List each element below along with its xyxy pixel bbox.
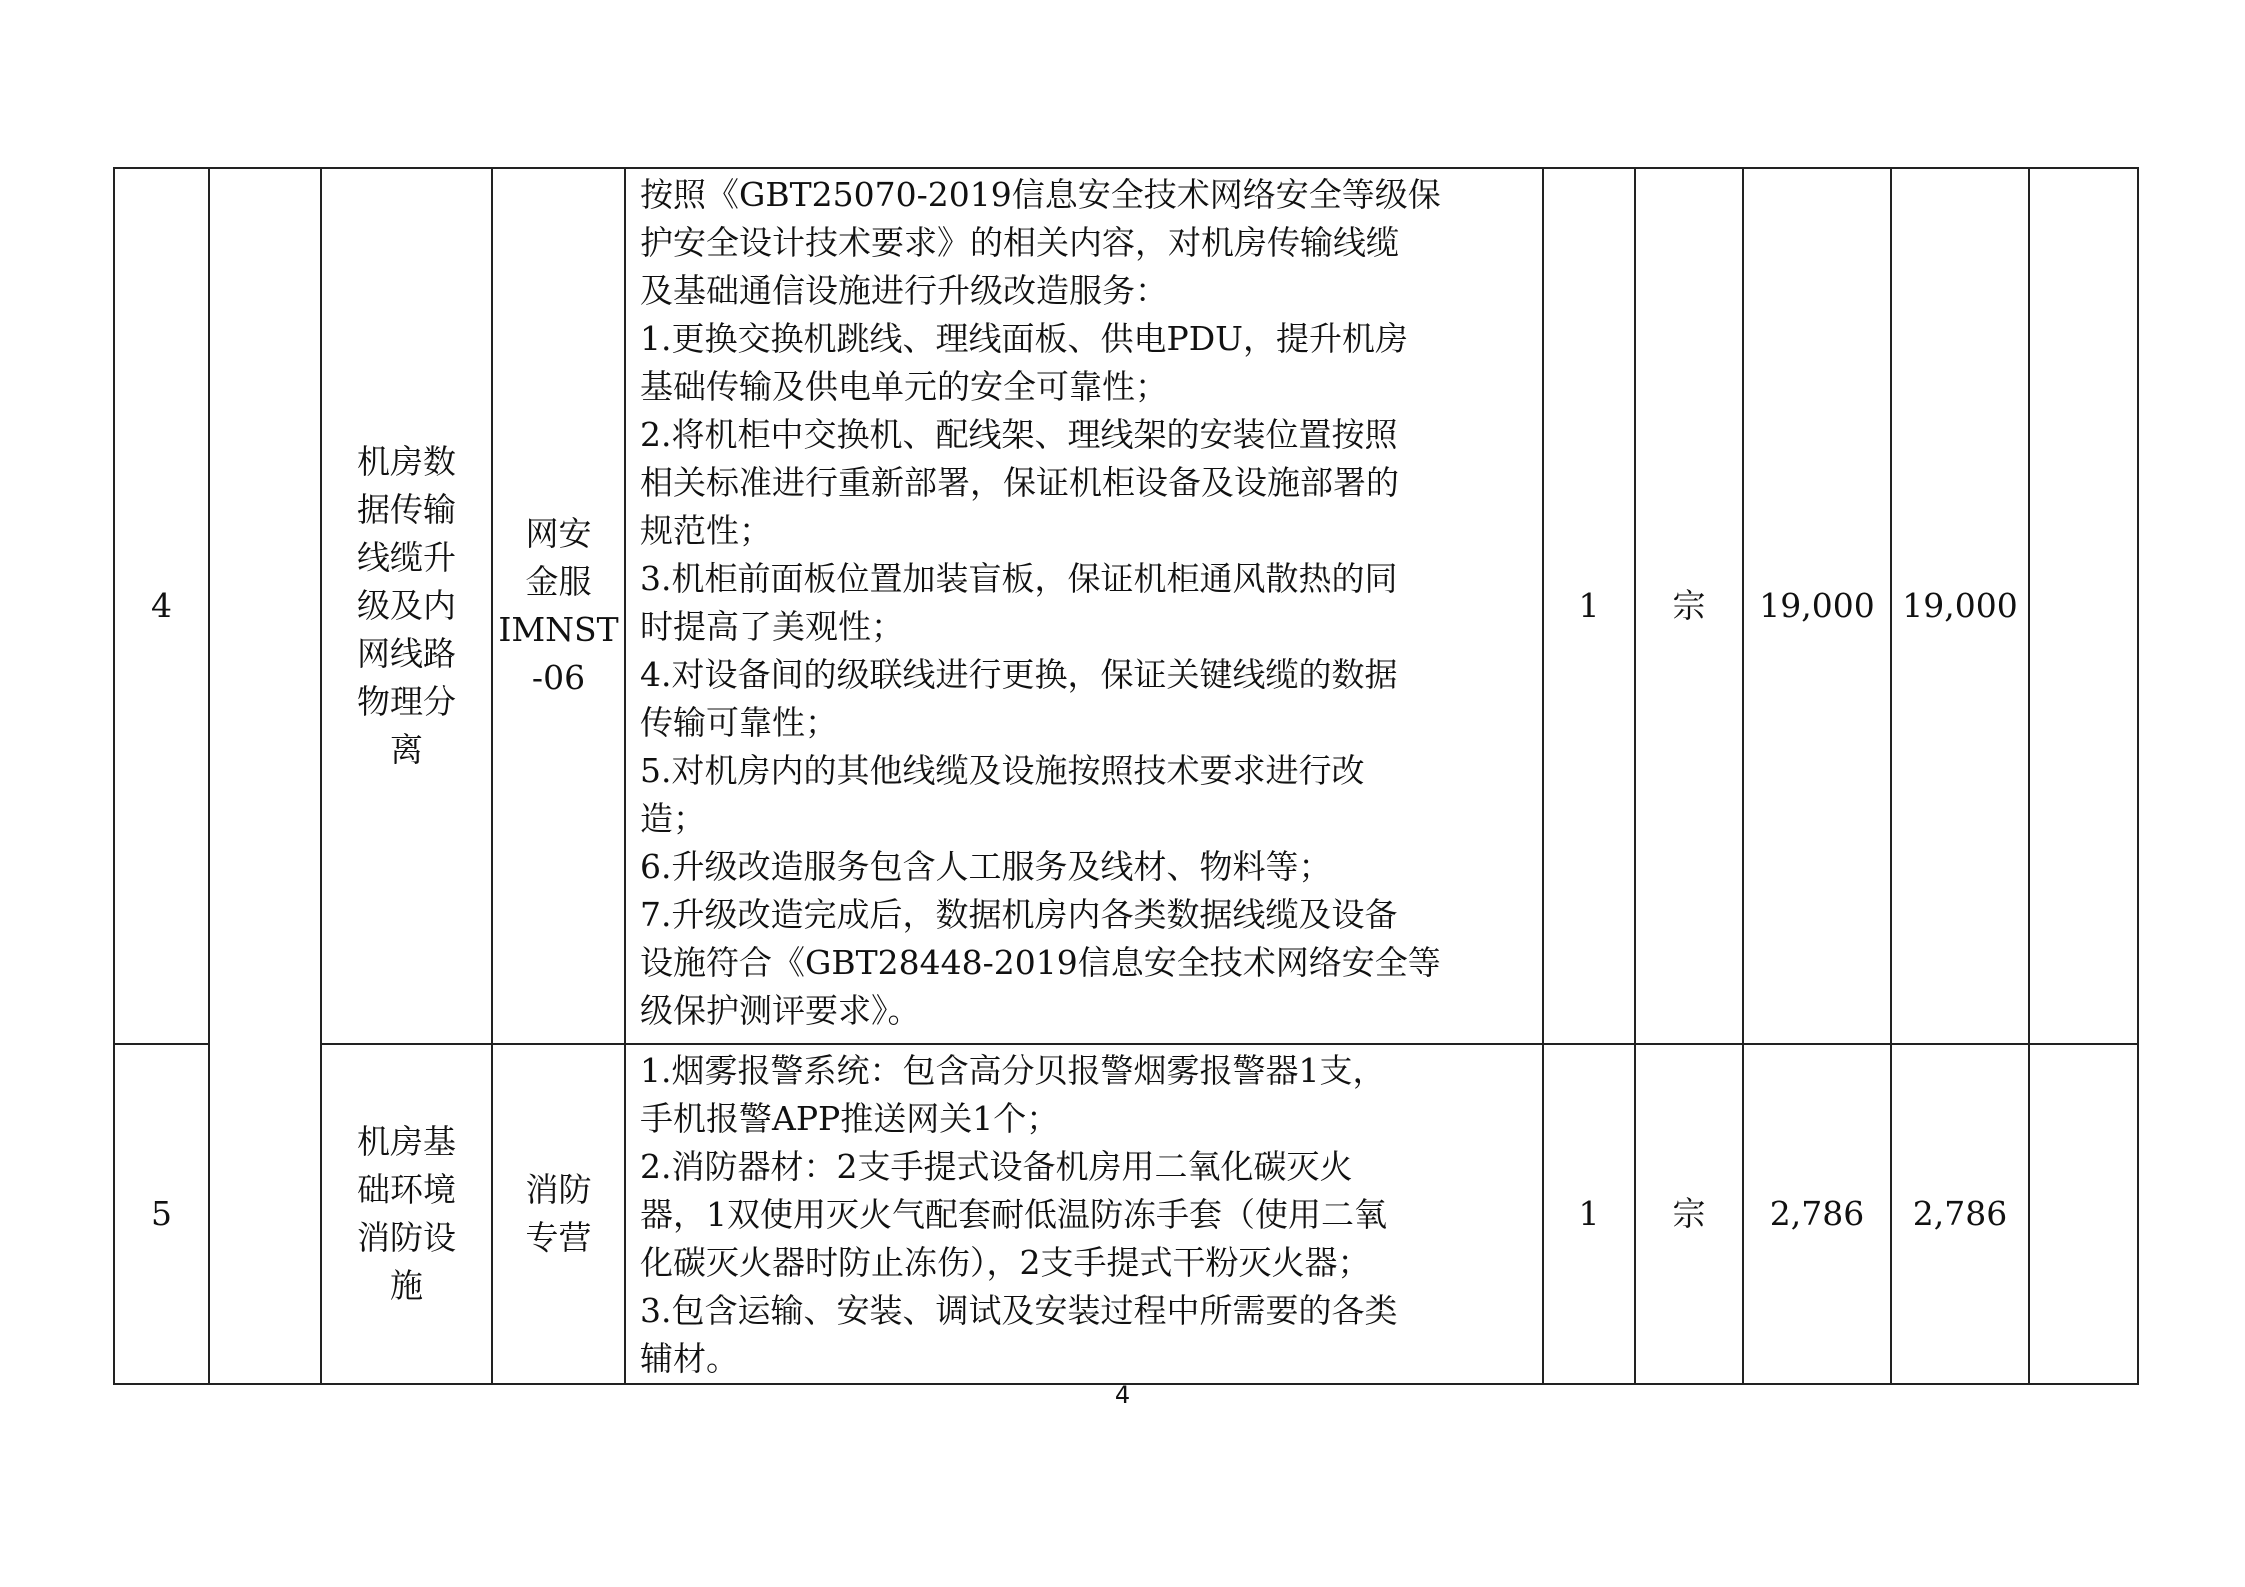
row-index: 5	[114, 1044, 209, 1384]
cell-line: 机房基	[357, 1122, 456, 1161]
cell-line: 机房数	[357, 442, 456, 481]
cell-line: 消防	[525, 1170, 592, 1209]
item-unit-price: 2,786	[1743, 1044, 1891, 1384]
cell-line: 4.对设备间的级联线进行更换，保证关键线缆的数据	[640, 655, 1398, 694]
cell-line: 物理分	[357, 682, 456, 721]
item-quantity: 1	[1543, 168, 1635, 1044]
table-row	[114, 168, 2138, 1044]
cell-line: 规范性；	[640, 511, 772, 550]
cell-line: 网线路	[357, 634, 456, 673]
cell-line: 基础传输及供电单元的安全可靠性；	[640, 367, 1168, 406]
cell-line: 据传输	[357, 490, 456, 529]
item-total	[1891, 168, 2029, 1044]
cell-line: 级保护测评要求》。	[640, 991, 921, 1030]
item-description	[625, 168, 1543, 1044]
item-quantity: 1	[1543, 1044, 1635, 1384]
cell-line: 线缆升	[357, 538, 456, 577]
cell-line: 7.升级改造完成后，数据机房内各类数据线缆及设备	[640, 895, 1398, 934]
cell-line: 相关标准进行重新部署，保证机柜设备及设施部署的	[640, 463, 1399, 502]
cell-line: 1.烟雾报警系统：包含高分贝报警烟雾报警器1支，	[640, 1051, 1386, 1090]
cell-line: 施	[390, 1266, 423, 1305]
cell-line: 按照《GBT25070-2019信息安全技术网络安全等级保	[640, 175, 1441, 214]
cell-line: 传输可靠性；	[640, 703, 838, 742]
cell-line: -06	[531, 658, 586, 697]
cell-line: 护安全设计技术要求》的相关内容，对机房传输线缆	[640, 223, 1399, 262]
cell-line: 2.将机柜中交换机、配线架、理线架的安装位置按照	[640, 415, 1398, 454]
cell-line: 2,786	[1912, 1194, 2008, 1233]
cell-line: 19,00	[1902, 586, 1997, 625]
cell-line: 金服	[525, 562, 592, 601]
cell-line: 础环境	[357, 1170, 456, 1209]
table-row	[114, 1044, 2138, 1384]
category-cell	[209, 168, 321, 1384]
item-remark	[2029, 1044, 2138, 1384]
cell-line: 化碳灭火器时防止冻伤），2支手提式干粉灭火器；	[640, 1243, 1371, 1282]
cell-line: 6.升级改造服务包含人工服务及线材、物料等；	[640, 847, 1332, 886]
cell-line: 2.消防器材：2支手提式设备机房用二氧化碳灭火	[640, 1147, 1353, 1186]
cell-line: 网安	[525, 514, 592, 553]
item-code	[492, 168, 625, 1044]
row-index: 4	[114, 168, 209, 1044]
item-name	[321, 1044, 492, 1384]
cell-line: 3.包含运输、安装、调试及安装过程中所需要的各类	[640, 1291, 1398, 1330]
cell-line: 级及内	[357, 586, 456, 625]
cell-line: 1.更换交换机跳线、理线面板、供电PDU，提升机房	[640, 319, 1408, 358]
cell-line: 及基础通信设施进行升级改造服务：	[640, 271, 1168, 310]
cell-line: 手机报警APP推送网关1个；	[640, 1099, 1060, 1138]
cell-line: 5.对机房内的其他线缆及设施按照技术要求进行改	[640, 751, 1365, 790]
item-unit-price: 19,000	[1743, 168, 1891, 1044]
cell-line: 造；	[640, 799, 706, 838]
cell-line: 0	[1996, 586, 2018, 625]
items-table	[113, 167, 2139, 1385]
cell-line: 辅材。	[640, 1339, 739, 1378]
page-number: 4	[1114, 1381, 1131, 1409]
cell-line: 时提高了美观性；	[640, 607, 904, 646]
cell-line: 3.机柜前面板位置加装盲板，保证机柜通风散热的同	[640, 559, 1398, 598]
cell-line: IMNST	[498, 610, 619, 649]
cell-line: 设施符合《GBT28448-2019信息安全技术网络安全等	[640, 943, 1441, 982]
cell-line: 离	[390, 730, 423, 769]
cell-line: 专营	[525, 1218, 592, 1257]
item-code	[492, 1044, 625, 1384]
item-unit: 宗	[1635, 168, 1743, 1044]
item-remark	[2029, 168, 2138, 1044]
cell-line: 器，1双使用灭火气配套耐低温防冻手套（使用二氧	[640, 1195, 1387, 1234]
cell-line: 消防设	[357, 1218, 456, 1257]
item-description	[625, 1044, 1543, 1384]
item-name	[321, 168, 492, 1044]
item-unit: 宗	[1635, 1044, 1743, 1384]
item-total	[1891, 1044, 2029, 1384]
